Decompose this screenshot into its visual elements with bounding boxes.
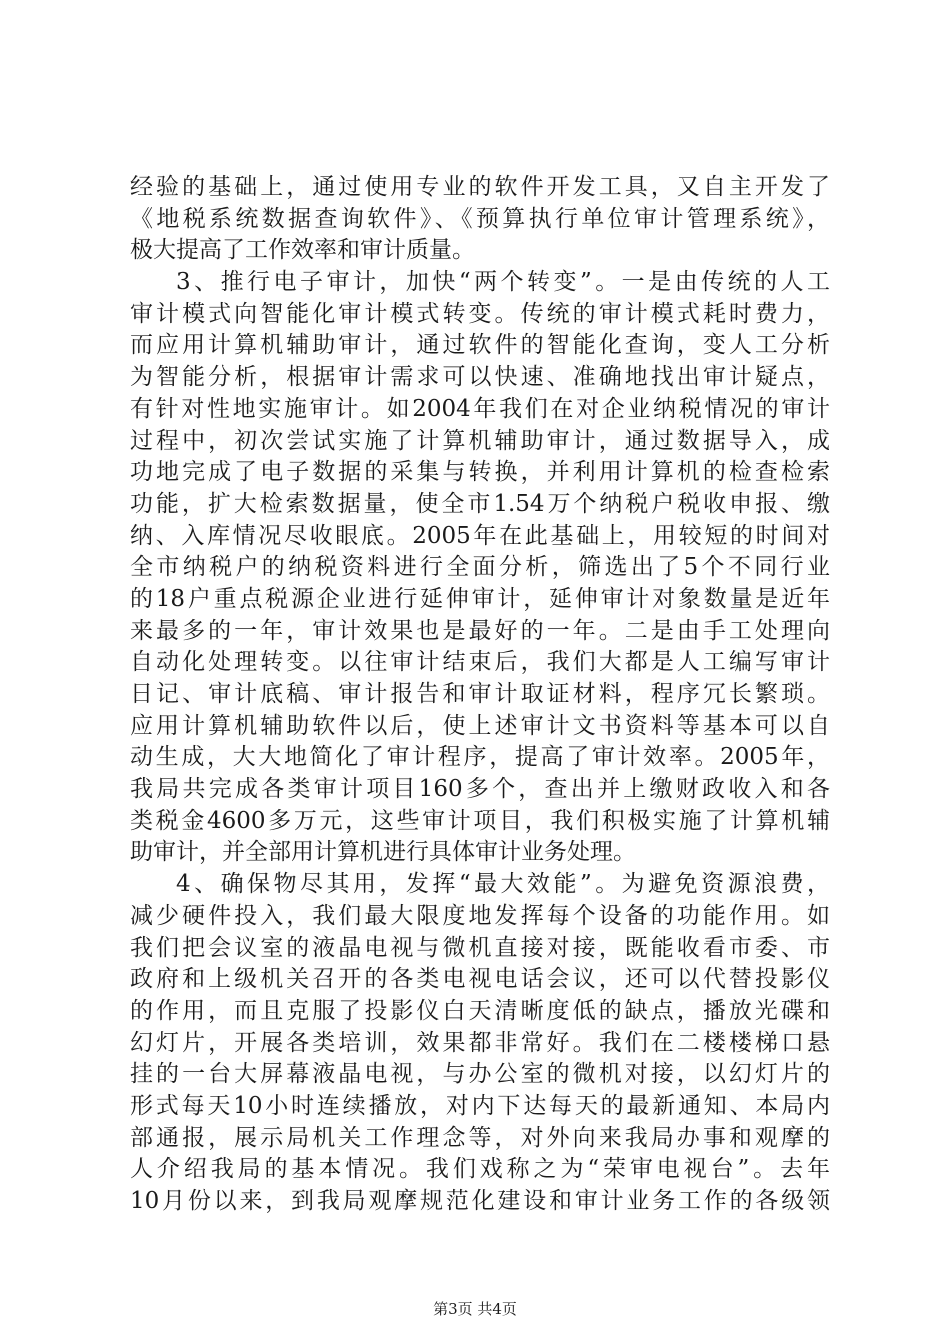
text-line: 人介绍我局的基本情况。我们戏称之为“荣审电视台”。去年	[130, 1156, 830, 1183]
text-line: 有针对性地实施审计。如2004年我们在对企业纳税情况的审计	[130, 395, 830, 422]
text-line: 政府和上级机关召开的各类电视电话会议，还可以代替投影仪	[130, 966, 830, 993]
text-line: 经验的基础上，通过使用专业的软件开发工具，又自主开发了	[130, 174, 830, 200]
text-line: 自动化处理转变。以往审计结束后，我们大都是人工编写审计	[130, 649, 830, 676]
text-line: 应用计算机辅助软件以后，使上述审计文书资料等基本可以自	[130, 712, 830, 739]
text-line: 形式每天10小时连续播放，对内下达每天的最新通知、本局内	[130, 1092, 830, 1119]
text-line: 纳、入库情况尽收眼底。2005年在此基础上，用较短的时间对	[130, 522, 830, 549]
text-line: 3、推行电子审计，加快“两个转变”。一是由传统的人工	[176, 269, 830, 296]
text-line: 幻灯片，开展各类培训，效果都非常好。我们在二楼楼梯口悬	[130, 1029, 830, 1056]
page-footer: 第3页 共4页	[433, 1300, 517, 1318]
text-line: 而应用计算机辅助审计，通过软件的智能化查询，变人工分析	[130, 332, 830, 359]
text-line: 为智能分析，根据审计需求可以快速、准确地找出审计疑点，	[130, 364, 830, 391]
text-line: 过程中，初次尝试实施了计算机辅助审计，通过数据导入，成	[130, 427, 830, 454]
text-line: 10月份以来，到我局观摩规范化建设和审计业务工作的各级领	[130, 1188, 830, 1214]
text-line: 功地完成了电子数据的采集与转换，并利用计算机的检查检索	[130, 459, 830, 486]
text-line: 的18户重点税源企业进行延伸审计，延伸审计对象数量是近年	[130, 585, 830, 612]
text-line: 功能，扩大检索数据量，使全市1.54万个纳税户税收申报、缴	[130, 490, 830, 517]
text-line: 助审计，并全部用计算机进行具体审计业务处理。	[130, 839, 636, 866]
text-line: 4、确保物尽其用，发挥“最大效能”。为避免资源浪费，	[176, 871, 830, 898]
text-line: 我局共完成各类审计项目160多个，查出并上缴财政收入和各	[130, 776, 830, 803]
text-line: 审计模式向智能化审计模式转变。传统的审计模式耗时费力，	[130, 300, 830, 327]
text-line: 极大提高了工作效率和审计质量。	[130, 237, 475, 264]
text-line: 类税金4600多万元，这些审计项目，我们积极实施了计算机辅	[130, 807, 830, 834]
text-line: 减少硬件投入，我们最大限度地发挥每个设备的功能作用。如	[130, 902, 830, 929]
text-line: 《地税系统数据查询软件》、《预算执行单位审计管理系统》，	[130, 205, 830, 232]
text-line: 我们把会议室的液晶电视与微机直接对接，既能收看市委、市	[130, 934, 830, 961]
text-line: 全市纳税户的纳税资料进行全面分析，筛选出了5个不同行业	[130, 554, 830, 581]
text-line: 动生成，大大地简化了审计程序，提高了审计效率。2005年，	[130, 744, 830, 771]
text-line: 挂的一台大屏幕液晶电视，与办公室的微机对接，以幻灯片的	[130, 1061, 830, 1088]
text-line: 来最多的一年，审计效果也是最好的一年。二是由手工处理向	[130, 617, 830, 644]
text-line: 部通报，展示局机关工作理念等，对外向来我局办事和观摩的	[130, 1124, 830, 1151]
text-line: 的作用，而且克服了投影仪白天清晰度低的缺点，播放光碟和	[130, 997, 830, 1024]
text-line: 日记、审计底稿、审计报告和审计取证材料，程序冗长繁琐。	[130, 681, 830, 707]
document-body	[130, 172, 830, 1218]
